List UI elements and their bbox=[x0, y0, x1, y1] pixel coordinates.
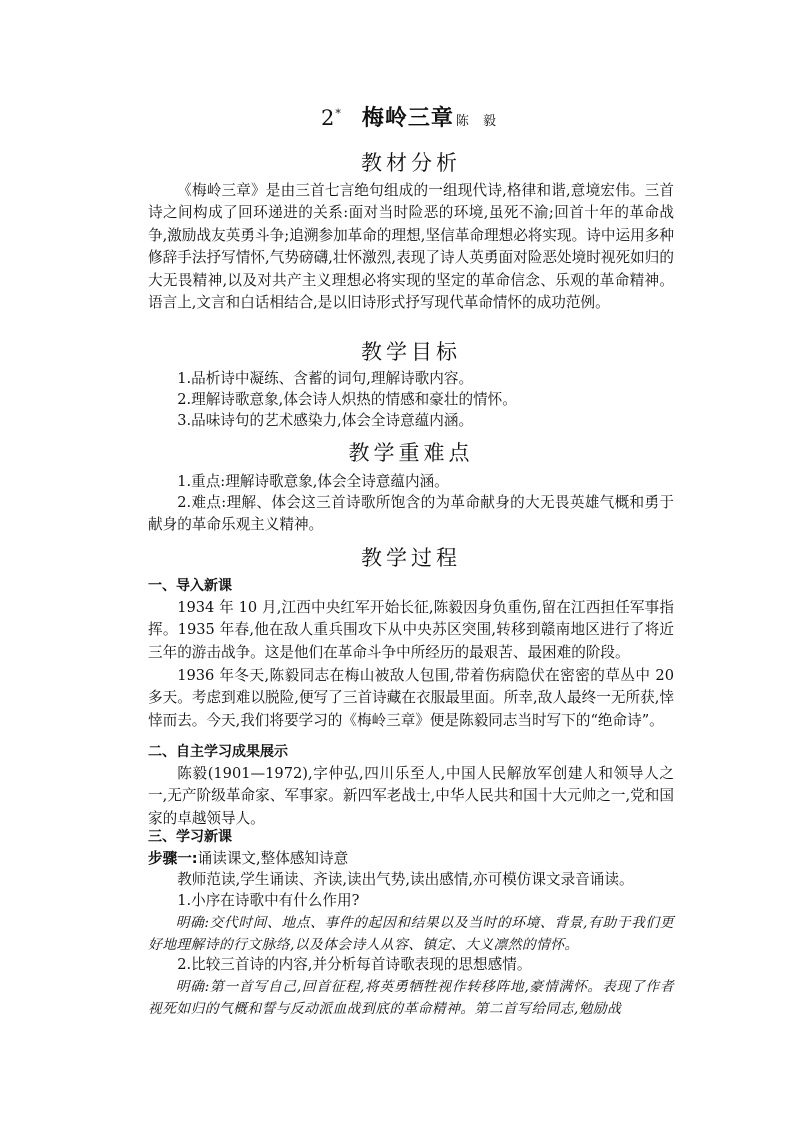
lesson-name: 梅岭三章 bbox=[361, 105, 454, 131]
goal-item-2: 2.理解诗歌意象,体会诗人炽热的情感和豪壮的情怀。 bbox=[177, 391, 517, 408]
part1-paragraph-1: 1934 年 10 月,江西中央红军开始长征,陈毅因身负重伤,留在江西担任军事指挥。1935 年春,他在敌人重兵围攻下从中央苏区突围,转移到赣南地区进行了将近三年的游击战争。这是他们在革命斗争中所经历的最艰苦、最困难的阶段。 bbox=[148, 599, 674, 661]
part2-paragraph: 陈毅(1901—1972),字仲弘,四川乐至人,中国人民解放军创建人和领导人之一,无产阶级革命家、军事家。新四军老战士,中华人民共和国十大元帅之一,党和国家的卓越领导人。 bbox=[148, 765, 674, 827]
keypoint-key bbox=[148, 471, 674, 493]
step1-paragraph: 教师范读,学生诵读、齐读,读出气势,读出感情,亦可模仿课文录音诵读。 bbox=[177, 871, 634, 888]
part1-paragraph-2: 1936 年冬天,陈毅同志在梅山被敌人包围,带着伤病隐伏在密密的草丛中 20 多天。考虑到难以脱险,便写了三首诗藏在衣服最里面。所幸,敌人最终一无所获,悻悻而去。今天,我们将要学习的《梅岭三章》便是陈毅同志当时写下的“绝命诗”。 bbox=[148, 667, 674, 729]
key-text: 理解诗歌意象,体会全诗意蕴内涵。 bbox=[225, 473, 449, 490]
step1-label: 步骤一: bbox=[148, 850, 198, 867]
heading-keypoints: 教学重难点 bbox=[348, 441, 474, 465]
part2-title: 二、自主学习成果展示 bbox=[148, 744, 288, 760]
difficulty-label: 2.难点: bbox=[177, 494, 227, 511]
goal-item-1: 1.品析诗中凝练、含蓄的词句,理解诗歌内容。 bbox=[177, 370, 474, 387]
question-2: 2.比较三首诗的内容,并分析每首诗歌表现的思想感情。 bbox=[177, 956, 532, 973]
lesson-mark: * bbox=[335, 107, 342, 120]
answer-1: 明确:交代时间、地点、事件的起因和结果以及当时的环境、背景,有助于我们更好地理解诗的行文脉络,以及体会诗人从容、镇定、大义凛然的情怀。 bbox=[148, 915, 674, 954]
heading-goals: 教学目标 bbox=[361, 340, 461, 364]
answer-2: 明确:第一首写自己,回首征程,将英勇牺牲视作转移阵地,豪情满怀。表现了作者视死如归的气概和誓与反动派血战到底的革命精神。第二首写给同志,勉励战 bbox=[148, 979, 674, 1018]
difficulty-text: 理解、体会这三首诗歌所饱含的为革命献身的大无畏英雄气概和勇于献身的革命乐观主义精神。 bbox=[148, 494, 674, 534]
question-1: 1.小序在诗歌中有什么作用? bbox=[177, 892, 360, 909]
key-label: 1.重点: bbox=[177, 473, 226, 490]
part1-title: 一、导入新课 bbox=[148, 578, 232, 594]
heading-analysis: 教材分析 bbox=[361, 151, 461, 175]
keypoint-difficulty bbox=[148, 492, 674, 537]
step1-line bbox=[148, 848, 674, 870]
author-name: 陈 毅 bbox=[455, 114, 502, 129]
step1-text: 诵读课文,整体感知诗意 bbox=[197, 850, 349, 867]
goal-item-3: 3.品味诗句的艺术感染力,体会全诗意蕴内涵。 bbox=[177, 412, 474, 429]
heading-process: 教学过程 bbox=[361, 546, 461, 570]
analysis-paragraph: 《梅岭三章》是由三首七言绝句组成的一组现代诗,格律和谐,意境宏伟。三首诗之间构成了回环递进的关系:面对当时险恶的环境,虽死不渝;回首十年的革命战争,激励战友英勇斗争;追溯参加革命的理想,坚信革命理想必将实现。诗中运用多种修辞手法抒写情怀,气势磅礴,壮怀激烈,表现了诗人英勇面对险恶处境时视死如归的大无畏精神,以及对共产主义理想必将实现的坚定的革命信念、乐观的革命精神。语言上,文言和白话相结合,是以旧诗形式抒写现代革命情怀的成功范例。 bbox=[148, 182, 674, 312]
lesson-number: 2* bbox=[320, 106, 342, 130]
part3-title: 三、学习新课 bbox=[148, 829, 232, 845]
lesson-title bbox=[148, 101, 674, 132]
